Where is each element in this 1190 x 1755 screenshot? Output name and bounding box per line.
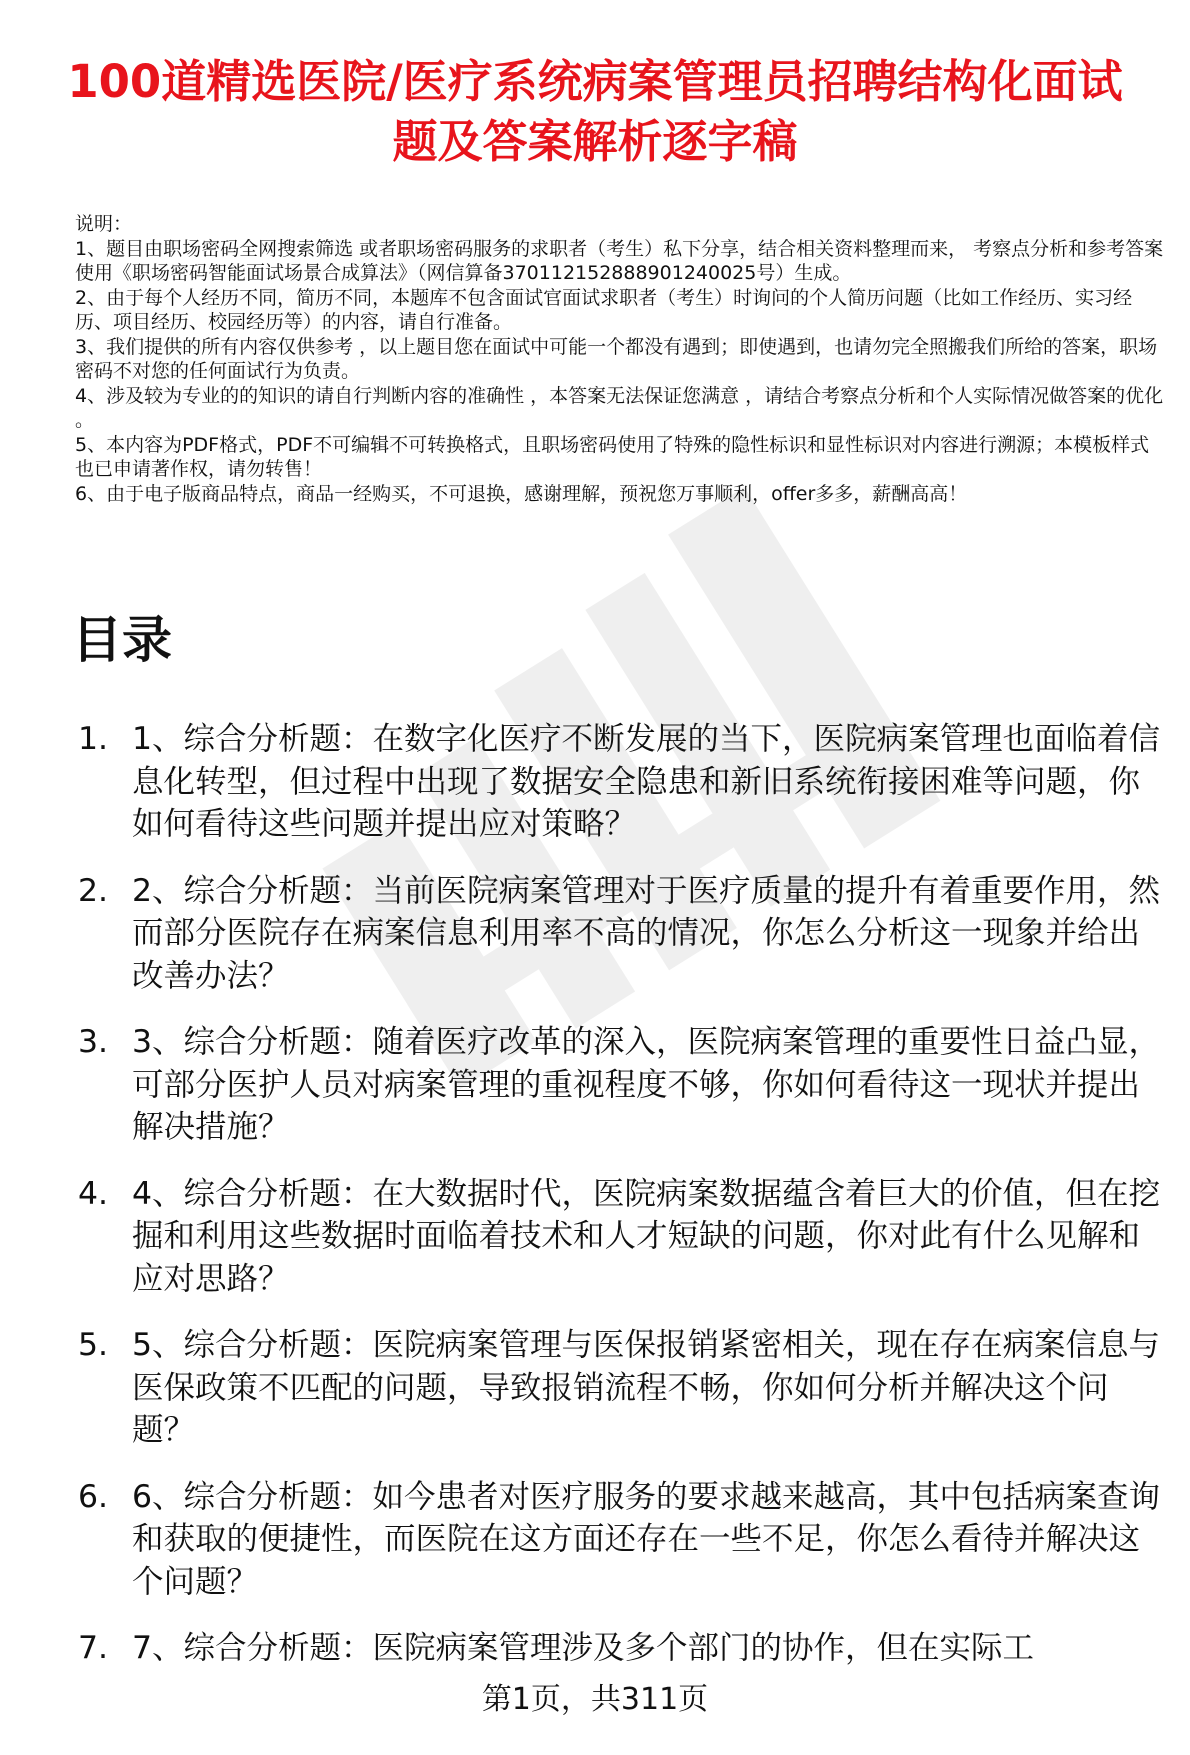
toc-item[interactable] — [78, 718, 1168, 846]
table-of-contents — [78, 718, 1168, 1694]
toc-item[interactable] — [78, 870, 1168, 998]
toc-item-number: 7. — [78, 1630, 109, 1666]
toc-item-text: 7、综合分析题：医院病案管理涉及多个部门的协作，但在实际工 — [132, 1630, 1035, 1666]
toc-item-number: 2. — [78, 872, 109, 909]
disclaimer-notes — [75, 212, 1165, 506]
toc-item-text: 1、综合分析题：在数字化医疗不断发展的当下，医院病案管理也面临着信息化转型，但过程中出现了数据安全隐患和新旧系统衔接困难等问题，你如何看待这些问题并提出应对策略？ — [132, 721, 1161, 842]
note-item: 5、本内容为PDF格式，PDF不可编辑不可转换格式，且职场密码使用了特殊的隐性标识和显性标识对内容进行溯源；本模板样式也已申请著作权，请勿转售！ — [75, 433, 1150, 480]
document-title: 100道精选医院/医疗系统病案管理员招聘结构化面试题及答案解析逐字稿 — [67, 55, 1123, 168]
toc-item[interactable] — [78, 1476, 1168, 1604]
toc-item-number: 6. — [78, 1478, 109, 1515]
note-item: 2、由于每个人经历不同，简历不同，本题库不包含面试官面试求职者（考生）时询问的个人简历问题（比如工作经历、实习经历、项目经历、校园经历等）的内容，请自行准备。 — [75, 286, 1133, 333]
toc-item-text: 4、综合分析题：在大数据时代，医院病案数据蕴含着巨大的价值，但在挖掘和利用这些数据时面临着技术和人才短缺的问题，你对此有什么见解和应对思路？ — [132, 1175, 1161, 1297]
note-item: 4、涉及较为专业的的知识的请自行判断内容的准确性 ，本答案无法保证您满意 ，请结合考察点分析和个人实际情况做答案的优化 。 — [75, 384, 1164, 431]
toc-item[interactable] — [78, 1173, 1168, 1301]
toc-item-text: 5、综合分析题：医院病案管理与医保报销紧密相关，现在存在病案信息与医保政策不匹配的问题，导致报销流程不畅，你如何分析并解决这个问题？ — [132, 1327, 1161, 1448]
toc-item[interactable] — [78, 1021, 1168, 1149]
toc-item-number: 3. — [78, 1024, 109, 1060]
toc-item-number: 4. — [78, 1175, 109, 1212]
toc-item[interactable] — [78, 1324, 1168, 1452]
toc-item-text: 3、综合分析题：随着医疗改革的深入，医院病案管理的重要性日益凸显，可部分医护人员对病案管理的重视程度不够，你如何看待这一现状并提出解决措施？ — [132, 1024, 1161, 1145]
note-item: 1、题目由职场密码全网搜索筛选 或者职场密码服务的求职者（考生）私下分享，结合相关资料整理而来， 考察点分析和参考答案使用《职场密码智能面试场景合成算法》（网信算备370112152888901240025号）生成。 — [75, 237, 1164, 284]
toc-item-number: 1. — [78, 721, 109, 757]
notes-heading: 说明： — [75, 213, 133, 235]
page-footer: 第1页，共311页 — [481, 1682, 709, 1717]
note-item: 3、我们提供的所有内容仅供参考 ，以上题目您在面试中可能一个都没有遇到；即使遇到，也请勿完全照搬我们所给的答案，职场密码不对您的任何面试行为负责。 — [75, 335, 1158, 382]
toc-item-text: 6、综合分析题：如今患者对医疗服务的要求越来越高，其中包括病案查询和获取的便捷性，而医院在这方面还存在一些不足，你怎么看待并解决这个问题？ — [132, 1478, 1161, 1600]
toc-item[interactable] — [78, 1627, 1168, 1670]
toc-item-text: 2、综合分析题：当前医院病案管理对于医疗质量的提升有着重要作用，然而部分医院存在病案信息利用率不高的情况，你怎么分析这一现象并给出改善办法？ — [132, 872, 1161, 994]
toc-heading: 目录 — [72, 611, 172, 669]
toc-item-number: 5. — [78, 1327, 109, 1363]
note-item: 6、由于电子版商品特点，商品一经购买，不可退换，感谢理解，预祝您万事顺利，offer多多，薪酬高高！ — [75, 482, 968, 505]
